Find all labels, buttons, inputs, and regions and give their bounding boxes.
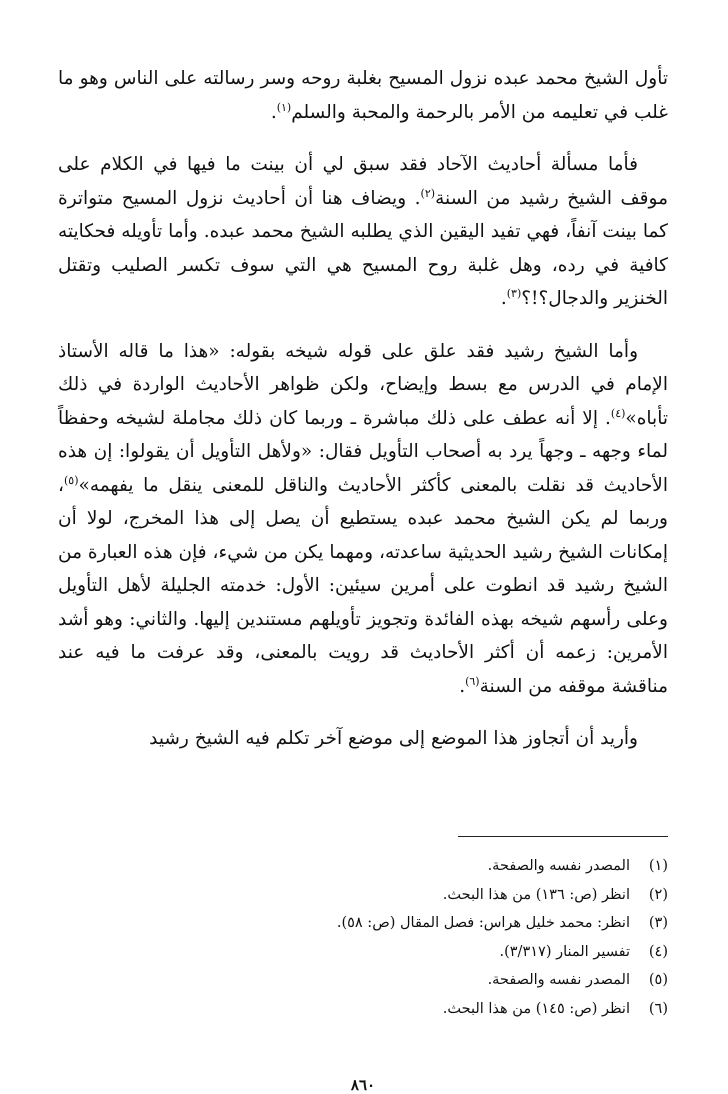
paragraph-tail: . ويضاف هنا أن أحاديث نزول المسيح متواترة كما بينت آنفاً، فهي تفيد اليقين الذي يطلبه الشيخ محمد عبده. وأما تأويله فحكايته كافية في رده، وهل غلبة روح المسيح هي التي سوف تكسر الصليب وتقتل الخنزير والدجال؟!؟	[58, 187, 668, 309]
paragraph-text: وأما الشيخ رشيد فقد علق على قوله شيخه بقوله: «هذا ما قاله الأستاذ الإمام في الدرس مع بسط وإيضاح، ولكن ظواهر الأحاديث الواردة في ذلك تأباه»	[58, 340, 668, 429]
paragraph-text: فأما مسألة أحاديث الآحاد فقد سبق لي أن بينت ما فيها في الكلام على موقف الشيخ رشيد من السنة	[58, 154, 668, 209]
footnote-text: المصدر نفسه والصفحة.	[487, 858, 630, 874]
page-number: ٨٦٠	[350, 1076, 376, 1094]
footnote-ref: (٥)	[63, 473, 79, 487]
footnote-number: (١)	[648, 858, 668, 874]
footnote-ref: (٣)	[506, 286, 522, 300]
footnote-item	[58, 995, 668, 1024]
footnote-text: المصدر نفسه والصفحة.	[487, 972, 630, 988]
footnote-text: تفسير المنار (٣/٣١٧).	[499, 943, 630, 960]
footnote-number: (٤)	[648, 943, 668, 960]
footnote-item	[58, 881, 668, 910]
paragraph-3	[58, 335, 668, 704]
paragraph-1	[58, 62, 668, 129]
paragraph-tail: .	[270, 101, 277, 123]
footnote-ref: (٢)	[420, 186, 436, 200]
paragraph-tail: ، وربما لم يكن الشيخ محمد عبده يستطيع أن يصل إلى هذا المخرج، لولا أن إمكانات الشيخ رشيد الحديثية ساعدته، ومهما يكن من شيء، فإن هذه العبارة من الشيخ رشيد قد انطوت على أمرين سيئين: الأول: خدمته الجليلة لأهل التأويل وعلى رأسهم شيخه بهذه الفائدة وتجويز تأويلهم مستندين إليها. والثاني: وهو أشد الأمرين: زعمه أن أكثر الأحاديث قد رويت بالمعنى، وقد عرفت ما فيه عند مناقشة موقفه من السنة	[58, 474, 668, 697]
footnote-item	[58, 909, 668, 938]
footnote-ref: (٤)	[610, 406, 626, 420]
footnote-text: انظر (ص: ١٣٦) من هذا البحث.	[442, 886, 630, 903]
footnote-ref: (٦)	[465, 674, 480, 688]
footnote-text: انظر (ص: ١٤٥) من هذا البحث.	[442, 1000, 630, 1017]
footnote-text: انظر: محمد خليل هراس: فصل المقال (ص: ٥٨).	[336, 915, 630, 931]
footnote-item	[58, 852, 668, 881]
footnotes	[58, 852, 668, 1023]
footnote-number: (٥)	[648, 972, 668, 988]
paragraph-2	[58, 148, 668, 316]
footnote-item	[58, 966, 668, 995]
footnote-number: (٣)	[648, 915, 668, 931]
footnote-number: (٢)	[648, 886, 668, 903]
document-page	[58, 62, 668, 1094]
paragraph-text: تأول الشيخ محمد عبده نزول المسيح بغلبة روحه وسر رسالته على الناس وهو ما غلب في تعليمه من الأمر بالرحمة والمحبة والسلم	[58, 68, 668, 123]
paragraph-tail: . إلا أنه عطف على ذلك مباشرة ـ وربما كان ذلك مجاملة لشيخه وحفظاً لماء وجهه ـ وجهاً يرد به أصحاب التأويل فقال: «ولأهل التأويل أن يقولوا: إن هذه الأحاديث قد نقلت بالمعنى كأكثر الأحاديث والناقل للمعنى ينقل ما يفهمه»	[58, 407, 668, 496]
paragraph-4	[58, 722, 668, 756]
footnote-item	[58, 938, 668, 967]
footnote-ref: (١)	[276, 100, 292, 114]
paragraph-tail: .	[500, 288, 507, 309]
paragraph-tail: .	[459, 675, 466, 697]
paragraph-text: وأريد أن أتجاوز هذا الموضع إلى موضع آخر تكلم فيه الشيخ رشيد	[149, 728, 638, 749]
footnote-divider	[458, 836, 668, 837]
body-text	[58, 62, 668, 756]
footnote-number: (٦)	[648, 1000, 668, 1017]
